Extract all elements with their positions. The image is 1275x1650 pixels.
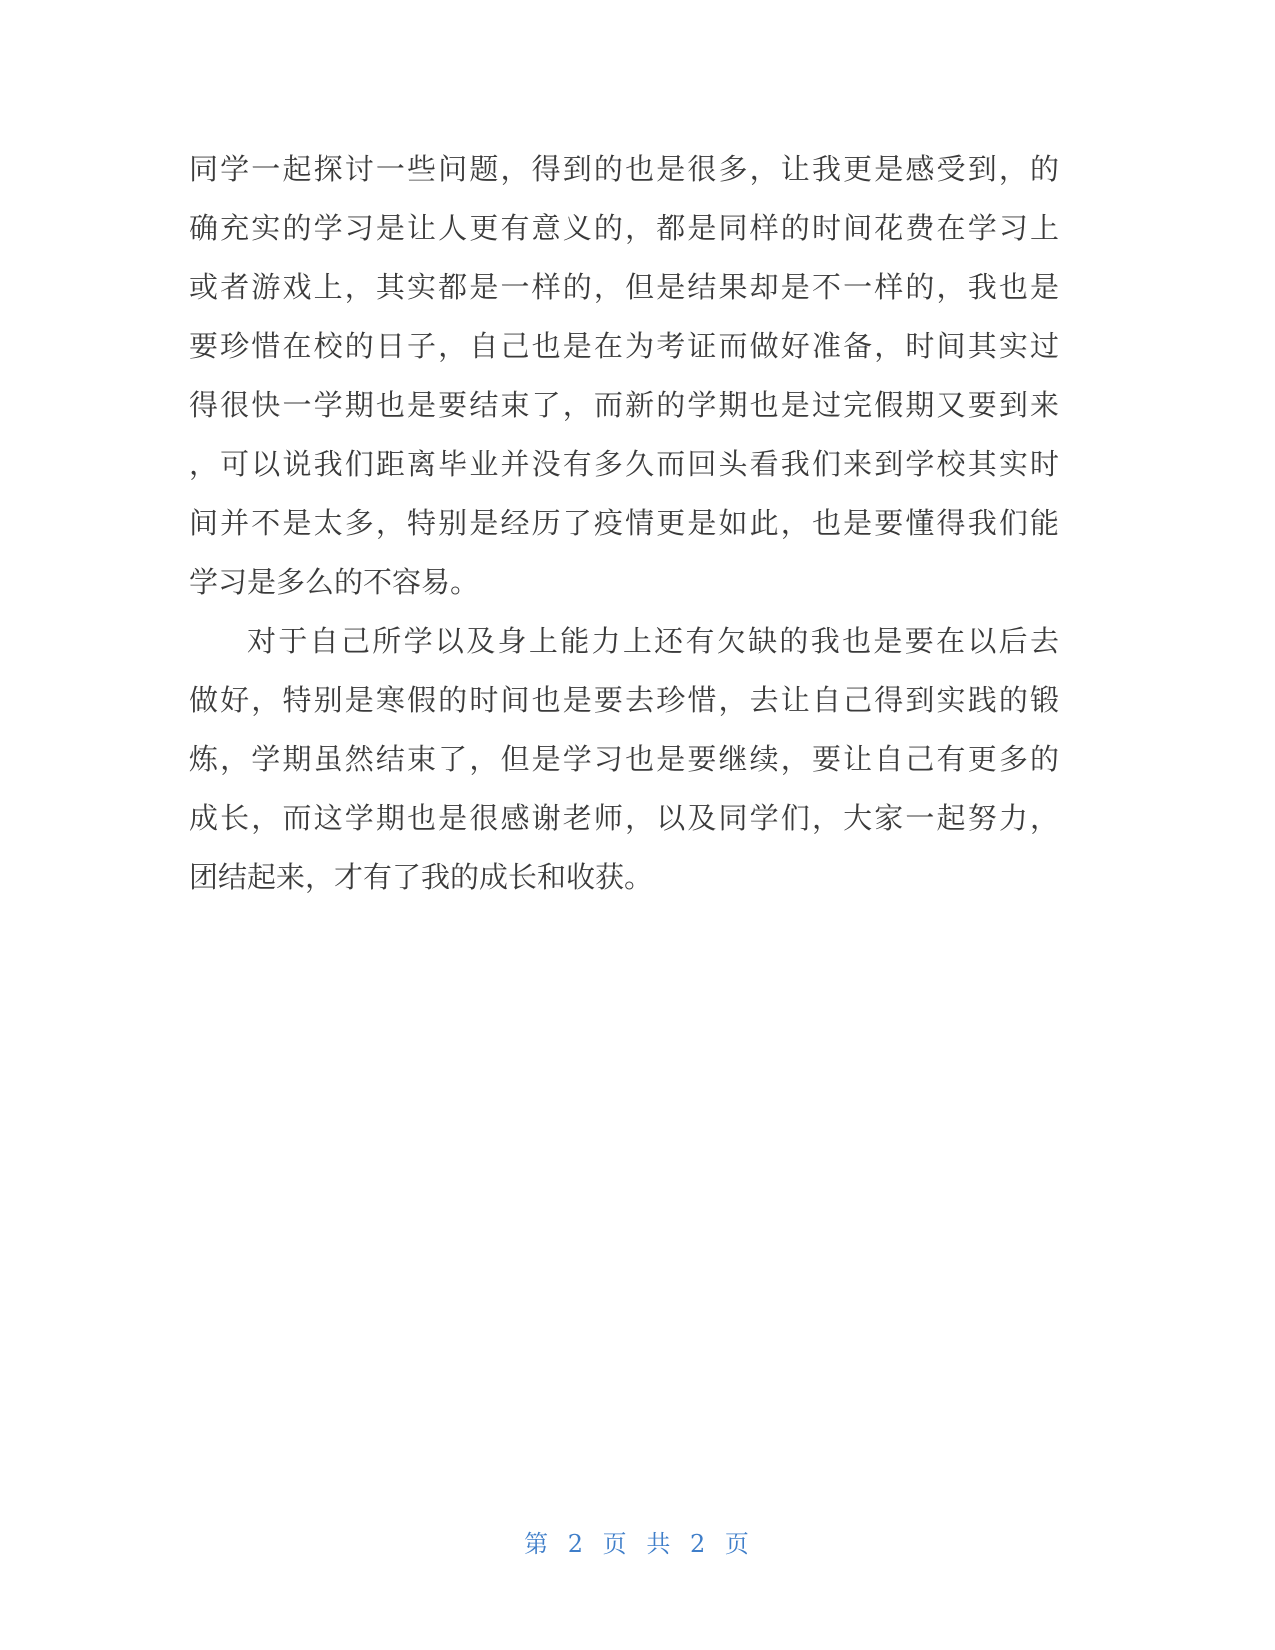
footer-page-word-2: 页 xyxy=(724,1530,751,1558)
paragraph-2-line-3: 炼，学期虽然结束了，但是学习也是要继续，要让自己有更多的 xyxy=(189,742,1059,776)
paragraph-2-line-4: 成长，而这学期也是很感谢老师，以及同学们，大家一起努力， xyxy=(189,801,1059,835)
footer-total-prefix: 共 xyxy=(646,1530,673,1558)
footer-page-word: 页 xyxy=(602,1530,629,1558)
footer-total-pages: 2 xyxy=(689,1530,708,1558)
paragraph-1-line-2: 确充实的学习是让人更有意义的，都是同样的时间花费在学习上 xyxy=(189,211,1059,245)
footer-current-page: 2 xyxy=(567,1530,586,1558)
paragraph-1-line-8: 学习是多么的不容易。 xyxy=(189,565,480,599)
paragraph-1-line-4: 要珍惜在校的日子，自己也是在为考证而做好准备，时间其实过 xyxy=(189,329,1059,363)
paragraph-1-line-1: 同学一起探讨一些问题，得到的也是很多，让我更是感受到，的 xyxy=(189,152,1059,186)
paragraph-2-line-1: 对于自己所学以及身上能力上还有欠缺的我也是要在以后去 xyxy=(247,624,1059,658)
paragraph-1-line-3: 或者游戏上，其实都是一样的，但是结果却是不一样的，我也是 xyxy=(189,270,1059,304)
paragraph-1-line-5: 得很快一学期也是要结束了，而新的学期也是过完假期又要到来 xyxy=(189,388,1059,422)
paragraph-2-line-5: 团结起来，才有了我的成长和收获。 xyxy=(189,860,654,894)
document-body xyxy=(189,140,1059,907)
paragraph-1-line-6: ，可以说我们距离毕业并没有多久而回头看我们来到学校其实时 xyxy=(189,447,1059,481)
page-footer xyxy=(0,1524,1275,1559)
paragraph-2-line-2: 做好，特别是寒假的时间也是要去珍惜，去让自己得到实践的锻 xyxy=(189,683,1059,717)
footer-prefix: 第 xyxy=(524,1530,551,1558)
paragraph-1-line-7: 间并不是太多，特别是经历了疫情更是如此，也是要懂得我们能 xyxy=(189,506,1059,540)
